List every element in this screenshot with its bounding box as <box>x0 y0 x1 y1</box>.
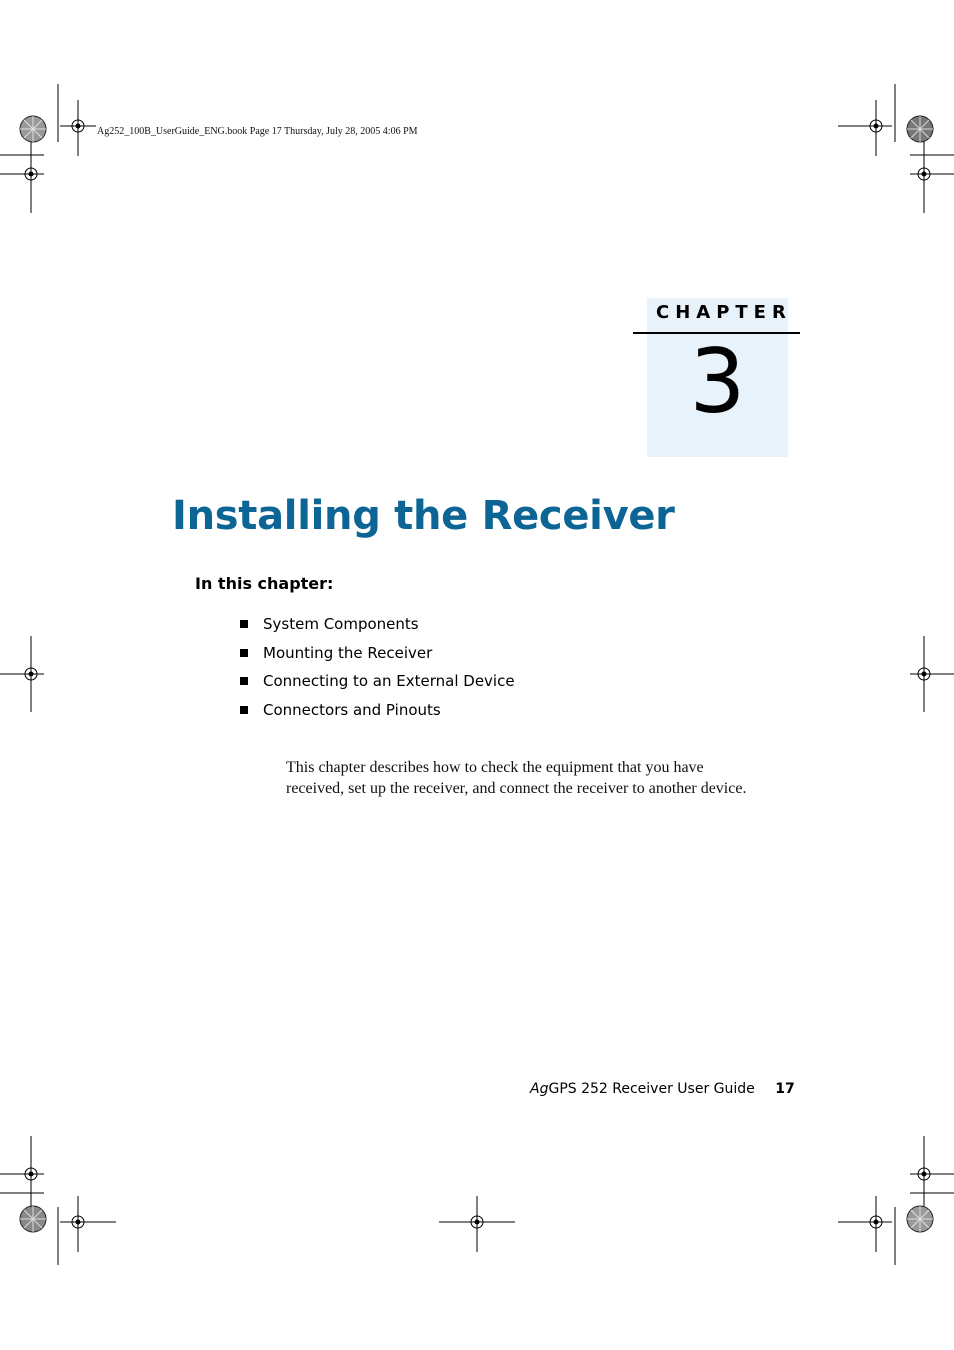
page-footer <box>530 1081 795 1097</box>
list-item <box>240 696 515 725</box>
guide-title: GPS 252 Receiver User Guide <box>548 1081 755 1097</box>
square-bullet-icon <box>240 649 248 657</box>
chapter-label: CHAPTER <box>656 302 792 323</box>
square-bullet-icon <box>240 706 248 714</box>
list-item <box>240 667 515 696</box>
print-slug-line: Ag252_100B_UserGuide_ENG.book Page 17 Thursday, July 28, 2005 4:06 PM <box>97 126 418 137</box>
list-item-label: Connectors and Pinouts <box>263 701 441 720</box>
chapter-contents-list <box>240 610 515 724</box>
chapter-title: Installing the Receiver <box>172 493 675 539</box>
square-bullet-icon <box>240 620 248 628</box>
list-item-label: Connecting to an External Device <box>263 672 515 691</box>
in-this-chapter-heading: In this chapter: <box>195 574 334 593</box>
guide-title-prefix: Ag <box>530 1081 549 1097</box>
list-item-label: Mounting the Receiver <box>263 643 433 662</box>
list-item <box>240 610 515 639</box>
page-number: 17 <box>775 1081 795 1097</box>
chapter-number: 3 <box>689 330 746 433</box>
list-item-label: System Components <box>263 615 419 634</box>
intro-paragraph: This chapter describes how to check the equipment that you have received, set up the receiver, and connect the receiver to another device. <box>286 759 747 797</box>
square-bullet-icon <box>240 677 248 685</box>
list-item <box>240 639 515 668</box>
